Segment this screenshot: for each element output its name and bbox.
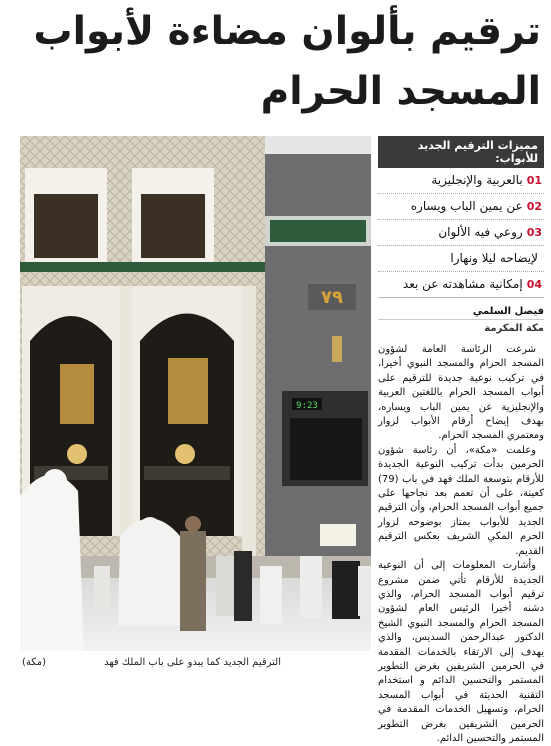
- features-list: [378, 168, 544, 298]
- door-number: ٧٩: [321, 287, 343, 308]
- feature-number: 04: [526, 278, 542, 291]
- clock-reading: 9:23: [296, 401, 318, 411]
- dateline: مكة المكرمة: [484, 323, 544, 334]
- features-box-title: مميزات الترقيم الجديد للأبواب:: [378, 136, 544, 168]
- article-paragraph: وعلمت «مكة»، أن رئاسة شؤون الحرمين بدأت تركيب النوعية الجديدة للأرقام بتوسعة الملك فهد في باب (79) كعينة، على أن تعمم بعد نجاحها على جميع أبواب المسجد الحرام، وأن الترقيم الجديد للأبواب يمتاز بوضوحه لزوار الحرم المكي الشريف بعكس الترقيم القديم.: [378, 444, 544, 557]
- feature-text: روعي فيه الألوان: [438, 225, 523, 239]
- photo-caption: [20, 655, 371, 675]
- feature-number: 02: [526, 200, 542, 213]
- headline-line-2: المسجد الحرام: [260, 69, 541, 114]
- feature-text: إمكانية مشاهدته عن بعد: [402, 277, 523, 291]
- feature-item: [378, 194, 544, 220]
- article-paragraph: وأشارت المعلومات إلى أن النوعية الجديدة للأرقام تأتي ضمن مشروع ترقيم أبواب المسجد الحرام، والذي دشنه أخيرا الرئيس العام لشؤون المسجد الحرام والمسجد النبوي الشيخ الدكتور عبدالرحمن السديس، والذي يهدف إلى الارتقاء بالخدمات المقدمة في الحرمين الشريفين بغرض التطوير المستمر والتحسين الدائم و استخدام التقنية الحديثة في أبواب المسجد الحرام، وتسهيل الخدمات المقدمة في الحرمين الشريفين بغرض التطوير المستمر والتحسين الدائم.: [378, 560, 544, 744]
- byline: فيصل السلمي: [378, 306, 544, 320]
- headline: [10, 2, 541, 122]
- photo-credit: (مكة): [22, 657, 47, 668]
- article-photo: [20, 136, 371, 651]
- feature-text: لإيضاحه ليلا ونهارا: [450, 251, 538, 265]
- feature-text: بالعربية والإنجليزية: [431, 173, 523, 187]
- article-paragraph: شرعت الرئاسة العامة لشؤون المسجد الحرام والمسجد النبوي أخيرا، في تركيب نوعية جديدة للترقيم على أبواب المسجد الحرام باللغتين العربية والإنجليزية عن يمين الباب ويساره، بهدف إيضاح أرقام الأبواب لزوار ومعتمري المسجد الحرام.: [378, 344, 544, 442]
- caption-text: الترقيم الجديد كما يبدو على باب الملك فهد: [104, 657, 281, 668]
- prayer-clock-panel: [282, 391, 368, 486]
- feature-item: [378, 168, 544, 194]
- feature-item: [378, 246, 544, 272]
- sidebar-column: [378, 136, 544, 746]
- feature-item: [378, 272, 544, 297]
- headline-line-1: ترقيم بألوان مضاءة لأبواب: [33, 9, 541, 54]
- feature-number: 03: [526, 226, 542, 239]
- feature-text: عن يمين الباب ويساره: [410, 199, 523, 213]
- feature-number: 01: [526, 174, 542, 187]
- article-body: [378, 343, 544, 746]
- feature-item: [378, 220, 544, 246]
